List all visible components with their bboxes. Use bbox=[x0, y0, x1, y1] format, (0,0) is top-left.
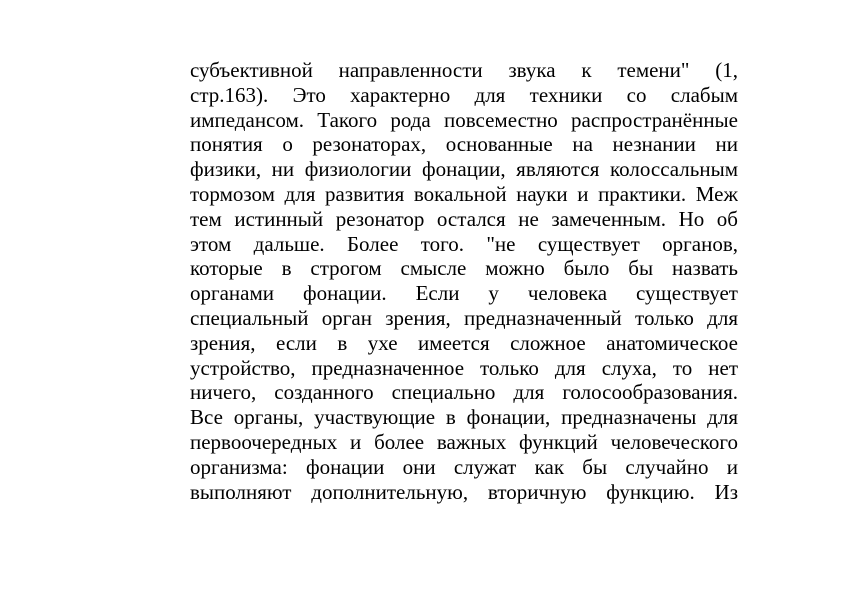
text-line: понятия о резонаторах, основанные на незнании ни bbox=[190, 132, 738, 157]
text-line: стр.163). Это характерно для техники со слабым bbox=[190, 82, 738, 107]
text-line: ничего, созданного специально для голосообразования. bbox=[190, 380, 738, 405]
text-line: тем истинный резонатор остался не замеченным. Но об bbox=[190, 206, 738, 231]
text-line: выполняют дополнительную, вторичную функцию. Из bbox=[190, 479, 738, 504]
text-line: физики, ни физиологии фонации, являются колоссальным bbox=[190, 157, 738, 182]
text-line: устройство, предназначенное только для слуха, то нет bbox=[190, 355, 738, 380]
text-line: субъективной направленности звука к темени" (1, bbox=[190, 58, 738, 82]
text-line: Все органы, участвующие в фонации, предназначены для bbox=[190, 405, 738, 430]
text-line: специальный орган зрения, предназначенный только для bbox=[190, 305, 738, 330]
text-line: этом дальше. Более того. "не существует органов, bbox=[190, 231, 738, 256]
text-line: организма: фонации они служат как бы случайно и bbox=[190, 454, 738, 479]
text-line: первоочередных и более важных функций человеческого bbox=[190, 429, 738, 454]
text-line: импедансом. Такого рода повсеместно распространённые bbox=[190, 107, 738, 132]
text-line: зрения, если в ухе имеется сложное анатомическое bbox=[190, 330, 738, 355]
text-line: органами фонации. Если у человека существует bbox=[190, 281, 738, 306]
body-text bbox=[190, 58, 738, 504]
text-line: которые в строгом смысле можно было бы назвать bbox=[190, 256, 738, 281]
text-line: тормозом для развития вокальной науки и практики. Меж bbox=[190, 181, 738, 206]
